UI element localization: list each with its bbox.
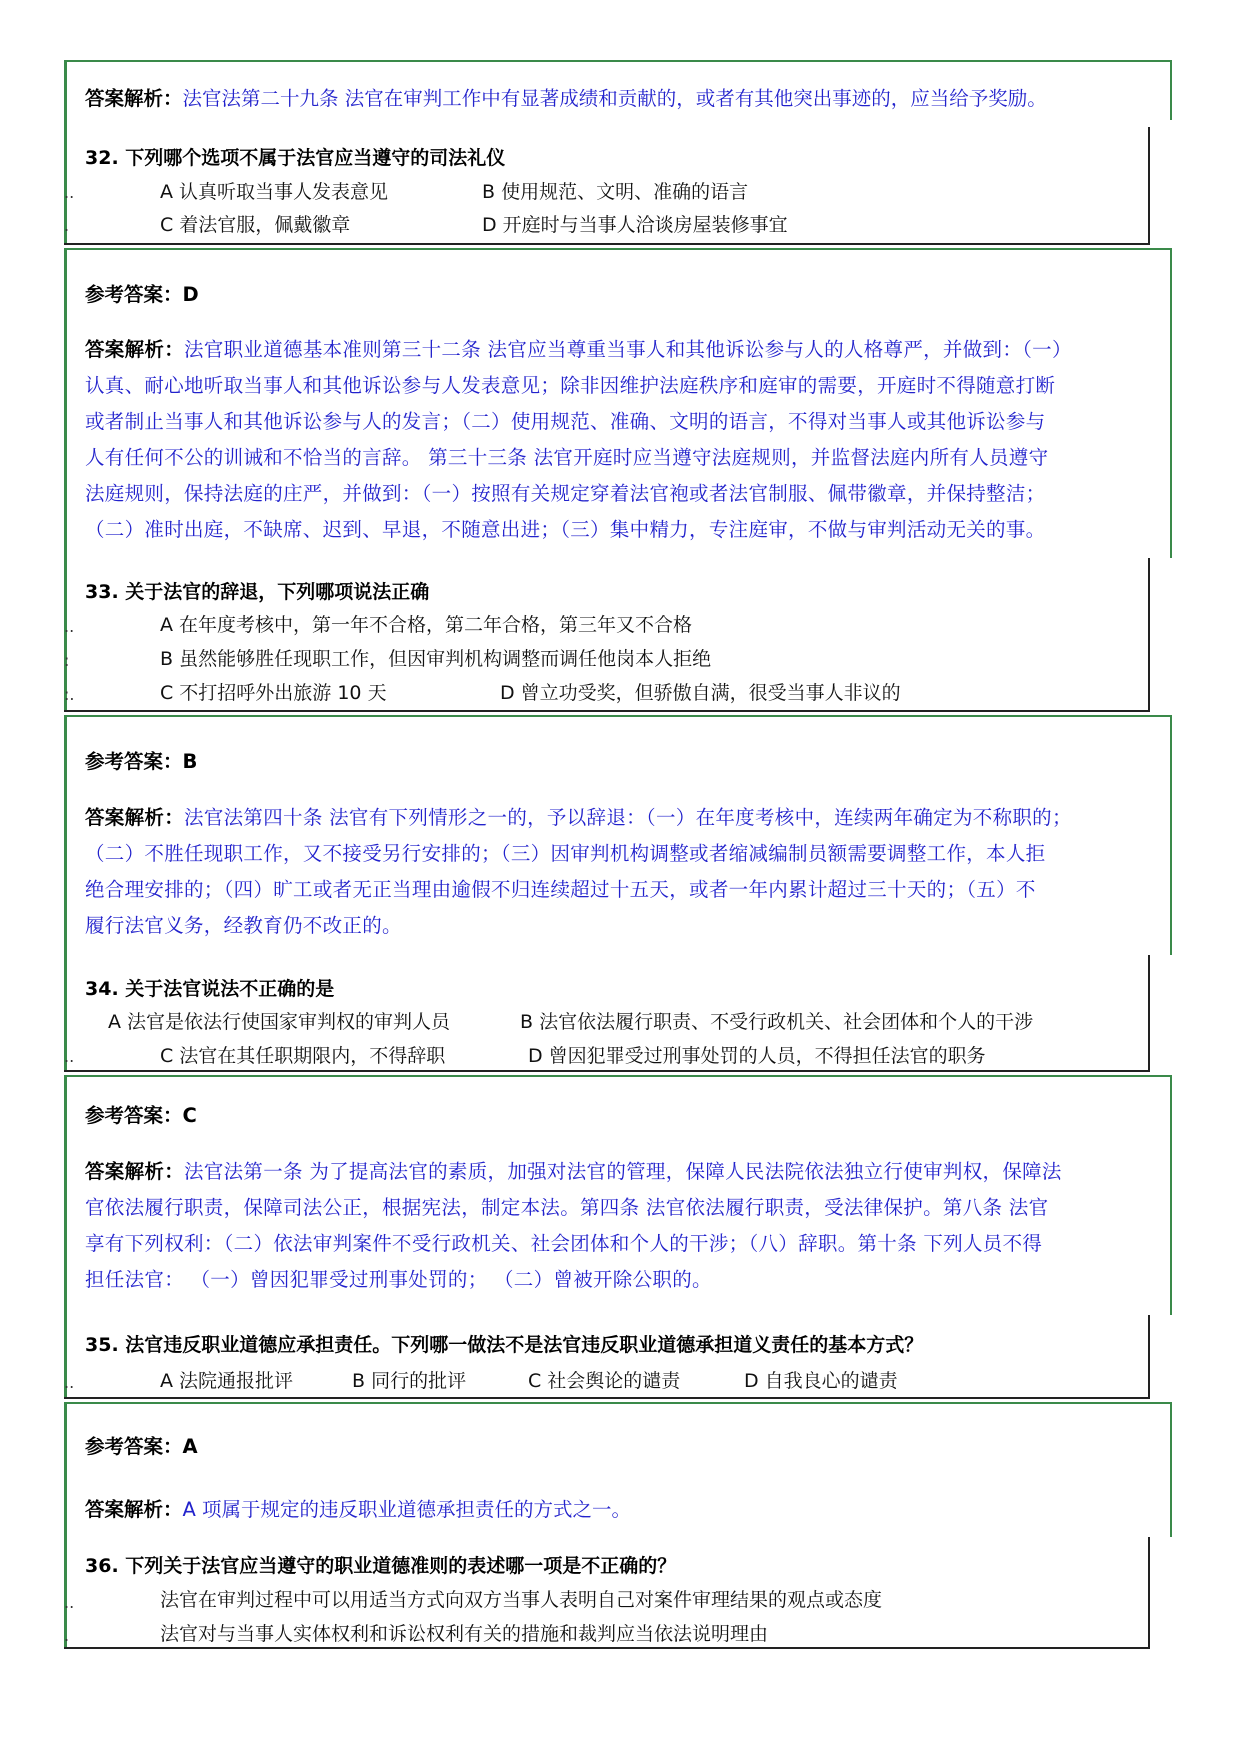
q34-marker-1: ..: [64, 1047, 75, 1066]
q33-option-b: B 虽然能够胜任现职工作，但因审判机构调整而调任他岗本人拒绝: [160, 648, 712, 670]
ans35-frame-right: [1170, 1402, 1172, 1537]
q33-option-a: A 在年度考核中，第一年不合格，第二年合格，第三年又不合格: [160, 614, 693, 636]
q36-option-1: 法官在审判过程中可以用适当方式向双方当事人表明自己对案件审理结果的观点或态度: [160, 1589, 883, 1611]
ans35-frame-left: [64, 1402, 67, 1537]
q33-option-d: D 曾立功受奖，但骄傲自满，很受当事人非议的: [500, 682, 901, 704]
q36-marker-1: ..: [64, 1593, 75, 1612]
frame-top-1: [64, 60, 1172, 62]
q34-option-c: C 法官在其任职期限内，不得辞职: [160, 1045, 446, 1067]
q35-answer: 参考答案：A: [85, 1435, 198, 1458]
q32-option-c: C 着法官服，佩戴徽章: [160, 214, 351, 236]
q32-marker-1: ..: [64, 183, 75, 202]
q36-option-2: 法官对与当事人实体权利和诉讼权利有关的措施和裁判应当依法说明理由: [160, 1623, 769, 1645]
q35-frame-right: [1148, 1315, 1150, 1399]
ans35-frame-top: [64, 1402, 1172, 1404]
q35-marker-1: ..: [64, 1373, 75, 1392]
q35-analysis: 答案解析：A 项属于规定的违反职业道德承担责任的方式之一。: [85, 1498, 632, 1521]
q32-title: 32. 下列哪个选项不属于法官应当遵守的司法礼仪: [85, 147, 506, 169]
q32-frame-right: [1148, 127, 1150, 245]
q36-frame-right: [1148, 1537, 1150, 1649]
analysis-top: 答案解析：法官法第二十九条 法官在审判工作中有显著成绩和贡献的，或者有其他突出事迹的，应当给予奖励。: [85, 87, 1047, 110]
q32-marker-2: .: [64, 216, 70, 235]
q34-answer: 参考答案：C: [85, 1104, 197, 1127]
ans34-frame-left: [64, 1075, 67, 1315]
ans32-frame-right: [1170, 248, 1172, 558]
q35-option-a: A 法院通报批评: [160, 1370, 294, 1392]
q35-title: 35. 法官违反职业道德应承担责任。下列哪一做法不是法官违反职业道德承担道义责任的基本方式？: [85, 1334, 924, 1356]
q32-analysis: 答案解析：法官职业道德基本准则第三十二条 法官应当尊重当事人和其他诉讼参与人的人格尊严，并做到：（一） 认真、耐心地听取当事人和其他诉讼参与人发表意见；除非因维护法庭秩序和庭审的需要，开庭时不得随意打断 或者制止当事人和其他诉讼参与人的发言；（二）使用规范、准确、文明的语言，不得对当事人或其他诉讼参与 人有任何不公的训诫和不恰当的言辞。 第三十三条 法官开庭时应当遵守法庭规则，并监督法庭内所有人员遵守 法庭规则，保持法庭的庄严，并做到：（一）按照有关规定穿着法官袍或者法官制服、佩带徽章，并保持整洁； （二）准时出庭，不缺席、迟到、早退，不随意出进；（三）集中精力，专注庭审，不做与审判活动无关的事。: [85, 338, 1072, 541]
q33-marker-2: :: [64, 651, 70, 670]
q33-option-c: C 不打招呼外出旅游 10 天: [160, 682, 387, 704]
q33-marker-3: :.: [64, 685, 75, 704]
ans34-frame-top: [64, 1075, 1172, 1077]
q36-title: 36. 下列关于法官应当遵守的职业道德准则的表述哪一项是不正确的？: [85, 1555, 677, 1577]
q34-option-a: A 法官是依法行使国家审判权的审判人员: [108, 1011, 451, 1033]
ans34-frame-right: [1170, 1075, 1172, 1315]
q33-frame-right: [1148, 558, 1150, 712]
q35-bottom-rule: [64, 1397, 1150, 1399]
frame-left-1: [64, 60, 67, 120]
q36-bottom-rule: [64, 1647, 1150, 1649]
q32-option-a: A 认真听取当事人发表意见: [160, 181, 389, 203]
ans33-frame-top: [64, 715, 1172, 717]
q34-option-b: B 法官依法履行职责、不受行政机关、社会团体和个人的干涉: [520, 1011, 1034, 1033]
q34-frame-right: [1148, 955, 1150, 1072]
q36-marker-2: .: [64, 1626, 70, 1645]
q33-analysis: 答案解析：法官法第四十条 法官有下列情形之一的，予以辞退：（一）在年度考核中，连续两年确定为不称职的； （二）不胜任现职工作，又不接受另行安排的；（三）因审判机构调整或者缩减编制员额需要调整工作，本人拒 绝合理安排的；（四）旷工或者无正当理由逾假不归连续超过十五天，或者一年内累计超过三十天的；（五）不 履行法官义务，经教育仍不改正的。: [85, 806, 1072, 937]
ans33-frame-right: [1170, 715, 1172, 955]
q32-option-b: B 使用规范、文明、准确的语言: [482, 181, 749, 203]
q34-title: 34. 关于法官说法不正确的是: [85, 978, 335, 1000]
q35-option-d: D 自我良心的谴责: [744, 1370, 898, 1392]
q34-bottom-rule: [64, 1070, 1150, 1072]
q34-analysis: 答案解析：法官法第一条 为了提高法官的素质，加强对法官的管理，保障人民法院依法独立行使审判权，保障法 官依法履行职责，保障司法公正，根据宪法，制定本法。第四条 法官依法履行职责，受法律保护。第八条 法官 享有下列权利：（二）依法审判案件不受行政机关、社会团体和个人的干涉；（八）辞职。第十条 下列人员不得 担任法官： （一）曾因犯罪受过刑事处罚的； （二）曾被开除公职的。: [85, 1160, 1062, 1291]
q33-bottom-rule: [64, 710, 1150, 712]
q35-option-c: C 社会舆论的谴责: [528, 1370, 681, 1392]
q32-bottom-rule: [64, 243, 1150, 245]
q35-option-b: B 同行的批评: [352, 1370, 467, 1392]
ans33-frame-left: [64, 715, 67, 955]
q33-marker-1: ..: [64, 617, 75, 636]
q34-option-d: D 曾因犯罪受过刑事处罚的人员，不得担任法官的职务: [528, 1045, 986, 1067]
ans32-frame-top: [64, 248, 1172, 250]
q33-title: 33. 关于法官的辞退，下列哪项说法正确: [85, 581, 430, 603]
ans32-frame-left: [64, 248, 67, 558]
q33-answer: 参考答案：B: [85, 750, 198, 773]
q32-answer: 参考答案：D: [85, 283, 199, 306]
q32-option-d: D 开庭时与当事人洽谈房屋装修事宜: [482, 214, 788, 236]
frame-right-1: [1170, 60, 1172, 120]
